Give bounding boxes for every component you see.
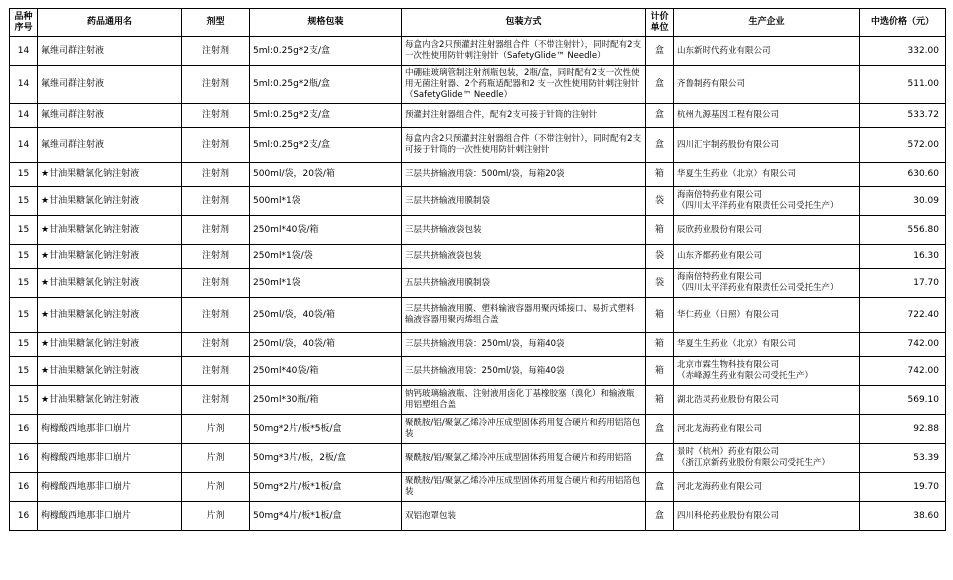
cell-price: 533.72 (860, 104, 946, 128)
cell-spec: 250ml*40袋/箱 (250, 357, 402, 386)
cell-unit: 盒 (646, 128, 674, 163)
cell-spec: 500ml*1袋 (250, 187, 402, 216)
cell-form: 注射剂 (182, 333, 250, 357)
table-row (10, 187, 946, 216)
cell-form: 片剂 (182, 444, 250, 473)
cell-pack: 中硼硅玻璃管制注射剂瓶包装，2瓶/盒，同时配有2支一次性使用无菌注射器、2个药瓶适配器和2 支一次性使用防针刺注射针 （SafetyGlide™ Needle） (402, 66, 646, 104)
cell-form: 注射剂 (182, 37, 250, 66)
cell-seq: 15 (10, 386, 38, 415)
cell-name: 枸橼酸西地那非口崩片 (38, 444, 182, 473)
table-row (10, 104, 946, 128)
cell-name: ★甘油果糖氯化钠注射液 (38, 333, 182, 357)
header-price: 中选价格（元） (860, 9, 946, 37)
table-row (10, 37, 946, 66)
cell-price: 630.60 (860, 163, 946, 187)
cell-pack: 三层共挤输液袋包装 (402, 245, 646, 269)
cell-form: 注射剂 (182, 128, 250, 163)
cell-form: 注射剂 (182, 187, 250, 216)
cell-form: 片剂 (182, 415, 250, 444)
table-row (10, 386, 946, 415)
table-row (10, 444, 946, 473)
cell-spec: 5ml:0.25g*2瓶/盒 (250, 66, 402, 104)
cell-seq: 15 (10, 357, 38, 386)
cell-price: 332.00 (860, 37, 946, 66)
cell-price: 569.10 (860, 386, 946, 415)
table-row (10, 269, 946, 298)
header-name: 药品通用名 (38, 9, 182, 37)
cell-name: ★甘油果糖氯化钠注射液 (38, 386, 182, 415)
cell-unit: 盒 (646, 473, 674, 502)
cell-seq: 14 (10, 37, 38, 66)
table-row (10, 333, 946, 357)
cell-pack: 三层共挤输液袋包装 (402, 216, 646, 245)
cell-unit: 箱 (646, 357, 674, 386)
cell-seq: 14 (10, 66, 38, 104)
cell-spec: 500ml/袋，20袋/箱 (250, 163, 402, 187)
cell-price: 722.40 (860, 298, 946, 333)
cell-unit: 盒 (646, 444, 674, 473)
cell-form: 注射剂 (182, 386, 250, 415)
cell-mfr: 杭州九源基因工程有限公司 (674, 104, 860, 128)
cell-form: 注射剂 (182, 357, 250, 386)
header-mfr: 生产企业 (674, 9, 860, 37)
cell-name: 氟维司群注射液 (38, 104, 182, 128)
cell-seq: 14 (10, 128, 38, 163)
cell-form: 片剂 (182, 502, 250, 531)
cell-spec: 50mg*4片/板*1板/盒 (250, 502, 402, 531)
cell-mfr: 北京市霖生物科技有限公司 （赤峰源生药业有限公司受托生产） (674, 357, 860, 386)
cell-mfr: 河北龙海药业有限公司 (674, 415, 860, 444)
cell-unit: 盒 (646, 415, 674, 444)
cell-price: 53.39 (860, 444, 946, 473)
cell-name: 氟维司群注射液 (38, 37, 182, 66)
cell-mfr: 景时（杭州）药业有限公司 （浙江京新药业股份有限公司受托生产） (674, 444, 860, 473)
table-row (10, 245, 946, 269)
cell-seq: 15 (10, 269, 38, 298)
cell-pack: 三层共挤输液用膜制袋 (402, 187, 646, 216)
cell-seq: 15 (10, 333, 38, 357)
cell-spec: 50mg*3片/板，2板/盒 (250, 444, 402, 473)
cell-unit: 盒 (646, 502, 674, 531)
cell-name: 枸橼酸西地那非口崩片 (38, 473, 182, 502)
cell-form: 注射剂 (182, 163, 250, 187)
cell-name: 氟维司群注射液 (38, 66, 182, 104)
cell-mfr: 山东齐都药业有限公司 (674, 245, 860, 269)
cell-form: 注射剂 (182, 104, 250, 128)
cell-name: ★甘油果糖氯化钠注射液 (38, 245, 182, 269)
cell-unit: 箱 (646, 216, 674, 245)
cell-form: 注射剂 (182, 269, 250, 298)
cell-seq: 16 (10, 415, 38, 444)
cell-pack: 聚酰胺/铝/聚氯乙烯冷冲压成型固体药用复合硬片和药用铝箔包装 (402, 473, 646, 502)
cell-unit: 箱 (646, 333, 674, 357)
table-row (10, 66, 946, 104)
cell-price: 742.00 (860, 333, 946, 357)
cell-price: 17.70 (860, 269, 946, 298)
table-row (10, 216, 946, 245)
cell-spec: 250ml*40袋/箱 (250, 216, 402, 245)
cell-seq: 14 (10, 104, 38, 128)
cell-price: 742.00 (860, 357, 946, 386)
cell-pack: 三层共挤输液用袋：500ml/袋，每箱20袋 (402, 163, 646, 187)
cell-unit: 盒 (646, 104, 674, 128)
cell-spec: 250ml*1袋 (250, 269, 402, 298)
cell-price: 30.09 (860, 187, 946, 216)
cell-pack: 每盒内含2只预灌封注射器组合件（不带注射针），同时配有2支一次性使用防针刺注射针（SafetyGlide™ Needle） (402, 37, 646, 66)
cell-seq: 16 (10, 473, 38, 502)
cell-price: 16.30 (860, 245, 946, 269)
cell-name: ★甘油果糖氯化钠注射液 (38, 357, 182, 386)
cell-pack: 聚酰胺/铝/聚氯乙烯冷冲压成型固体药用复合硬片和药用铝箔 (402, 444, 646, 473)
cell-seq: 15 (10, 163, 38, 187)
cell-spec: 250ml*1袋/袋 (250, 245, 402, 269)
cell-seq: 15 (10, 298, 38, 333)
cell-name: ★甘油果糖氯化钠注射液 (38, 269, 182, 298)
cell-form: 注射剂 (182, 298, 250, 333)
header-pack: 包装方式 (402, 9, 646, 37)
table-body (10, 37, 946, 531)
cell-spec: 5ml:0.25g*2支/盒 (250, 104, 402, 128)
cell-form: 注射剂 (182, 66, 250, 104)
cell-spec: 50mg*2片/板*5板/盒 (250, 415, 402, 444)
cell-pack: 预灌封注射器组合件，配有2支可接于针筒的注射针 (402, 104, 646, 128)
header-seq: 品种序号 (10, 9, 38, 37)
cell-pack: 每盒内含2只预灌封注射器组合件（不带注射针），同时配有2支可接于针筒的一次性使用防针刺注射针 (402, 128, 646, 163)
cell-mfr: 海南倍特药业有限公司 （四川太平洋药业有限责任公司受托生产） (674, 187, 860, 216)
cell-mfr: 山东新时代药业有限公司 (674, 37, 860, 66)
table-row (10, 163, 946, 187)
cell-price: 19.70 (860, 473, 946, 502)
cell-price: 92.88 (860, 415, 946, 444)
cell-pack: 钠钙玻璃输液瓶、注射液用卤化丁基橡胶塞（溴化）和输液瓶用铝塑组合盖 (402, 386, 646, 415)
cell-seq: 15 (10, 245, 38, 269)
cell-seq: 15 (10, 216, 38, 245)
cell-unit: 盒 (646, 37, 674, 66)
cell-mfr: 华仁药业（日照）有限公司 (674, 298, 860, 333)
cell-spec: 250ml/袋，40袋/箱 (250, 333, 402, 357)
cell-unit: 盒 (646, 66, 674, 104)
cell-seq: 16 (10, 444, 38, 473)
cell-pack: 三层共挤输液用袋：250ml/袋，每箱40袋 (402, 333, 646, 357)
table-row (10, 415, 946, 444)
header-unit: 计价单位 (646, 9, 674, 37)
cell-seq: 16 (10, 502, 38, 531)
cell-form: 片剂 (182, 473, 250, 502)
cell-mfr: 四川汇宇制药股份有限公司 (674, 128, 860, 163)
cell-name: 枸橼酸西地那非口崩片 (38, 415, 182, 444)
cell-spec: 250ml*30瓶/箱 (250, 386, 402, 415)
cell-unit: 袋 (646, 245, 674, 269)
cell-unit: 箱 (646, 298, 674, 333)
cell-price: 38.60 (860, 502, 946, 531)
cell-pack: 三层共挤输液用膜、塑料输液容器用聚丙烯接口、易折式塑料输液容器用聚丙烯组合盖 (402, 298, 646, 333)
cell-pack: 五层共挤输液用膜制袋 (402, 269, 646, 298)
cell-unit: 袋 (646, 187, 674, 216)
cell-form: 注射剂 (182, 216, 250, 245)
cell-unit: 袋 (646, 269, 674, 298)
table-row (10, 128, 946, 163)
cell-spec: 50mg*2片/板*1板/盒 (250, 473, 402, 502)
cell-mfr: 四川科伦药业股份有限公司 (674, 502, 860, 531)
table-row (10, 357, 946, 386)
cell-seq: 15 (10, 187, 38, 216)
cell-mfr: 湖北浩灵药业股份有限公司 (674, 386, 860, 415)
table-row (10, 298, 946, 333)
cell-name: ★甘油果糖氯化钠注射液 (38, 298, 182, 333)
header-row (10, 9, 946, 37)
cell-form: 注射剂 (182, 245, 250, 269)
cell-mfr: 华夏生生药业（北京）有限公司 (674, 163, 860, 187)
header-form: 剂型 (182, 9, 250, 37)
table-row (10, 502, 946, 531)
price-table (9, 8, 946, 531)
cell-unit: 箱 (646, 386, 674, 415)
cell-pack: 双铝泡罩包装 (402, 502, 646, 531)
cell-pack: 三层共挤输液用袋：250ml/袋，每箱40袋 (402, 357, 646, 386)
cell-mfr: 华夏生生药业（北京）有限公司 (674, 333, 860, 357)
cell-unit: 箱 (646, 163, 674, 187)
cell-mfr: 辰欣药业股份有限公司 (674, 216, 860, 245)
cell-spec: 5ml:0.25g*2支/盒 (250, 128, 402, 163)
cell-pack: 聚酰胺/铝/聚氯乙烯冷冲压成型固体药用复合硬片和药用铝箔包装 (402, 415, 646, 444)
cell-mfr: 齐鲁制药有限公司 (674, 66, 860, 104)
cell-mfr: 河北龙海药业有限公司 (674, 473, 860, 502)
cell-name: ★甘油果糖氯化钠注射液 (38, 187, 182, 216)
cell-name: 氟维司群注射液 (38, 128, 182, 163)
cell-spec: 5ml:0.25g*2支/盒 (250, 37, 402, 66)
cell-price: 511.00 (860, 66, 946, 104)
header-spec: 规格包装 (250, 9, 402, 37)
cell-price: 556.80 (860, 216, 946, 245)
table-row (10, 473, 946, 502)
cell-mfr: 海南倍特药业有限公司 （四川太平洋药业有限责任公司受托生产） (674, 269, 860, 298)
cell-name: 枸橼酸西地那非口崩片 (38, 502, 182, 531)
cell-name: ★甘油果糖氯化钠注射液 (38, 163, 182, 187)
cell-spec: 250ml/袋，40袋/箱 (250, 298, 402, 333)
cell-name: ★甘油果糖氯化钠注射液 (38, 216, 182, 245)
cell-price: 572.00 (860, 128, 946, 163)
